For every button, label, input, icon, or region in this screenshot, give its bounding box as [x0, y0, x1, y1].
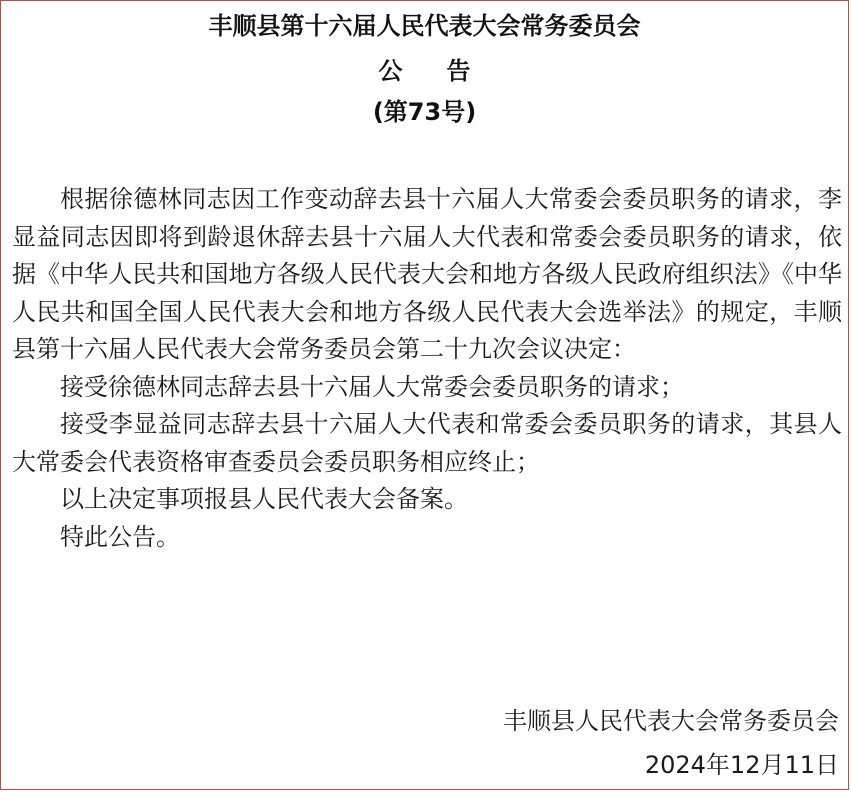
body-paragraph-3: 接受李显益同志辞去县十六届人大代表和常委会委员职务的请求，其县人大常委会代表资格审查委员会委员职务相应终止；	[12, 410, 842, 476]
signature-organization: 丰顺县人民代表大会常务委员会	[503, 707, 839, 735]
announcement-heading	[1, 56, 848, 86]
heading-char-1: 公	[378, 57, 403, 85]
body-paragraph-5: 特此公告。	[60, 522, 180, 551]
body-paragraph-4: 以上决定事项报县人民代表大会备案。	[60, 485, 468, 513]
signature-date: 2024年12月11日	[644, 751, 839, 779]
body-paragraph-2: 接受徐德林同志辞去县十六届人大常委会委员职务的请求；	[60, 372, 684, 401]
body-paragraph-1: 根据徐德林同志因工作变动辞去县十六届人大常委会委员职务的请求，李显益同志因即将到龄退休辞去县十六届人大代表和常委会委员职务的请求，依据《中华人民共和国地方各级人民代表大会和地方各级人民政府组织法》《中华人民共和国全国人民代表大会和地方各级人民代表大会选举法》的规定，丰顺县第十六届人民代表大会常务委员会第二十九次会议决定：	[12, 185, 842, 363]
heading-char-2: 告	[446, 57, 471, 85]
announcement-body	[12, 181, 842, 556]
announcement-number: (第73号)	[372, 98, 477, 126]
page-title: 丰顺县第十六届人民代表大会常务委员会	[208, 12, 641, 40]
